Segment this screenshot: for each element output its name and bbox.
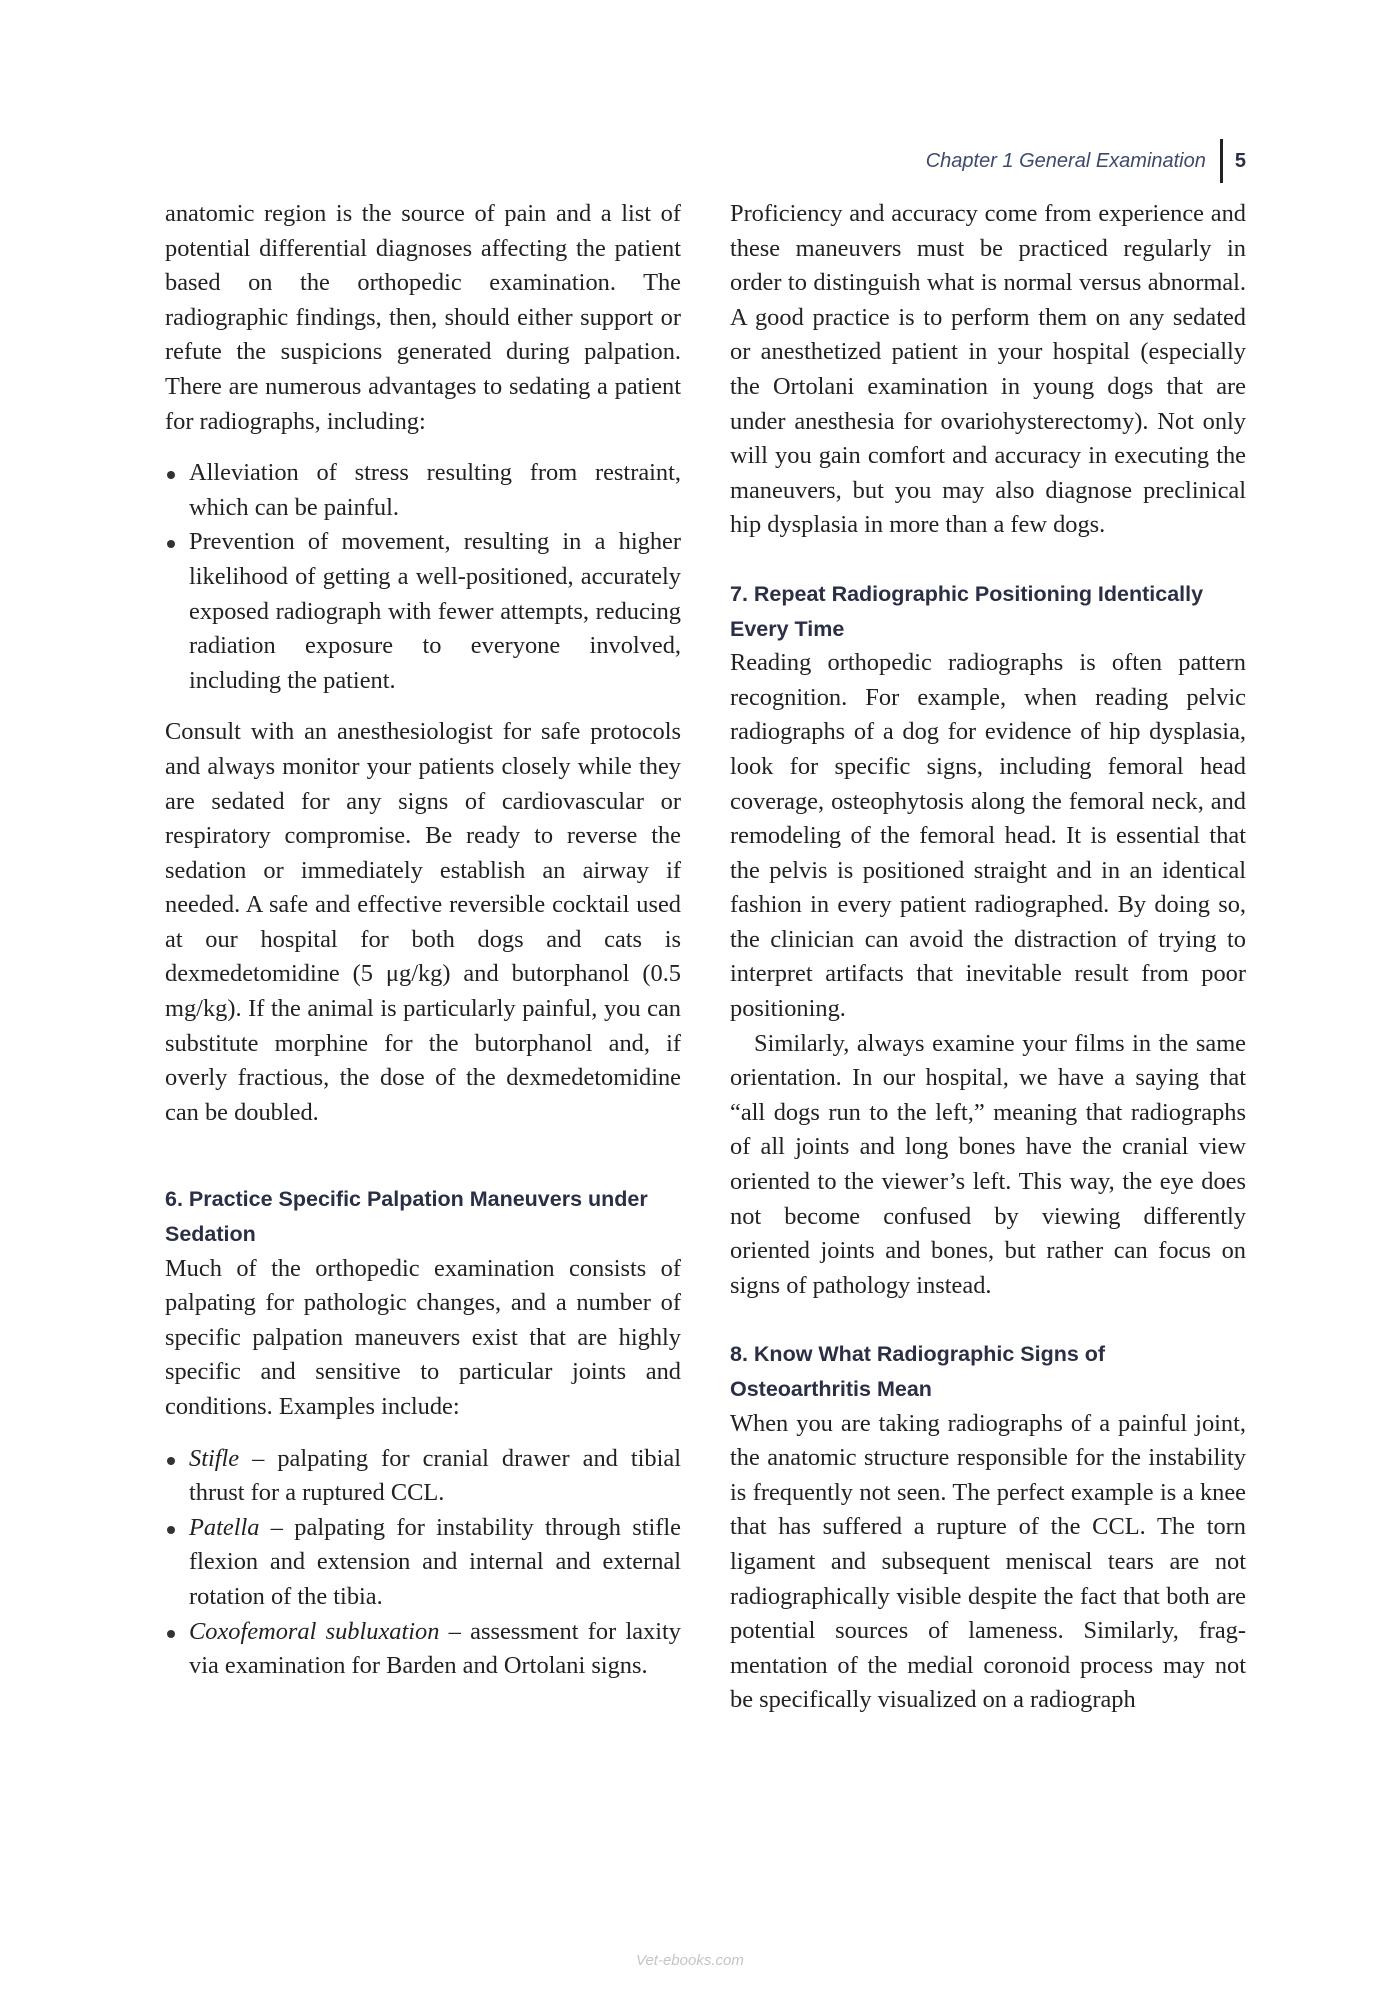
list-term: Stifle <box>189 1444 240 1472</box>
paragraph: When you are taking radiographs of a painful joint, the anatomic structure responsible for the instability is frequently not seen. The perfect example is a knee that has suffered a rupture of the CCL. The torn ligament and subsequent meniscal tears are not radiographically visible despite the fact that both are potential sources of lameness. Similarly, fragmentation of the medial coronoid process may not be specifically visualized on a radiograph <box>730 1409 1246 1714</box>
header-rule <box>1220 139 1223 183</box>
right-column <box>730 197 1246 1718</box>
list-text: – palpating for instability through stifle flexion and extension and internal and external rotation of the tibia. <box>189 1513 681 1610</box>
page-number: 5 <box>1234 149 1246 172</box>
list-term: Coxofemoral subluxation <box>189 1617 440 1645</box>
paragraph: Reading orthopedic radiographs is often pattern recognition. For example, when reading pelvic radiographs of a dog for evidence of hip dysplasia, look for specific signs, including femoral head coverage, osteophytosis along the femoral neck, and remodeling of the femoral head. It is essential that the pelvis is positioned straight and in an identical fashion in every patient radiographed. By doing so, the clinician can avoid the distraction of trying to interpret artifacts that inevitable result from poor positioning. <box>730 649 1246 1023</box>
list-text: – palpating for cranial drawer and tibial thrust for a ruptured CCL. <box>189 1444 681 1507</box>
bullet-list <box>165 1442 681 1684</box>
bullet-list <box>165 456 681 698</box>
paragraph: Much of the orthopedic examination consists of palpating for pathologic changes, and a number of specific palpation maneuvers exist that are highly specific and sensitive to particular joints and conditions. Examples include: <box>165 1254 681 1420</box>
paragraph: Similarly, always examine your films in the same orientation. In our hospital, we have a saying that “all dogs run to the left,” meaning that radiographs of all joints and long bones have the cranial view oriented to the viewer’s left. This way, the eye does not become confused by viewing differently oriented joints and bones, but rather can focus on signs of pathology instead. <box>730 1029 1246 1299</box>
list-item: Alleviation of stress resulting from restraint, which can be painful. <box>165 456 681 525</box>
list-text: – assessment for laxity via examination for Barden and Ortolani signs. <box>189 1617 681 1680</box>
section-heading: 8. Know What Radiographic Signs of Osteoarthritis Mean <box>730 1342 1106 1401</box>
paragraph: anatomic region is the source of pain and a list of potential differential diagnoses affecting the patient based on the orthopedic examination. The radiographic findings, then, should either support or refute the suspicions generated during palpation. There are numerous advantages to sedating a patient for radiographs, including: <box>165 200 681 435</box>
watermark: Vet-ebooks.com <box>636 1952 744 1969</box>
left-column <box>165 197 681 1684</box>
list-item: Prevention of movement, resulting in a higher likelihood of getting a well-positioned, accurately exposed radiograph with fewer attempts, reducing radiation exposure to everyone involved, including the patient. <box>165 525 681 698</box>
running-head <box>926 136 1246 186</box>
paragraph: Consult with an anesthesiologist for safe protocols and always monitor your patients closely while they are sedated for any signs of cardiovascular or respiratory compromise. Be ready to reverse the sedation or immediately establish an airway if needed. A safe and effective reversible cocktail used at our hospital for both dogs and cats is dexmedetomidine (5 μg/kg) and butorphanol (0.5 mg/kg). If the animal is particularly painful, you can substitute morphine for the butorphanol and, if overly fractious, the dose of the dexmedetomidine can be doubled. <box>165 718 681 1126</box>
list-term: Patella <box>189 1513 260 1541</box>
list-item <box>165 1442 681 1511</box>
section-heading: 6. Practice Specific Palpation Maneuvers under Sedation <box>165 1187 648 1247</box>
paragraph: Proficiency and accuracy come from experience and these maneuvers must be practiced regularly in order to distinguish what is normal versus abnormal. A good practice is to perform them on any sedated or anesthetized patient in your hospital (especially the Ortolani examination in young dogs that are under anesthesia for ovariohysterectomy). Not only will you gain comfort and accuracy in executing the maneuvers, but you may also diagnose preclinical hip dysplasia in more than a few dogs. <box>730 200 1246 539</box>
list-item <box>165 1615 681 1684</box>
list-item <box>165 1511 681 1615</box>
section-heading: 7. Repeat Radiographic Positioning Identically Every Time <box>730 581 1204 641</box>
chapter-title: Chapter 1 General Examination <box>925 149 1206 172</box>
